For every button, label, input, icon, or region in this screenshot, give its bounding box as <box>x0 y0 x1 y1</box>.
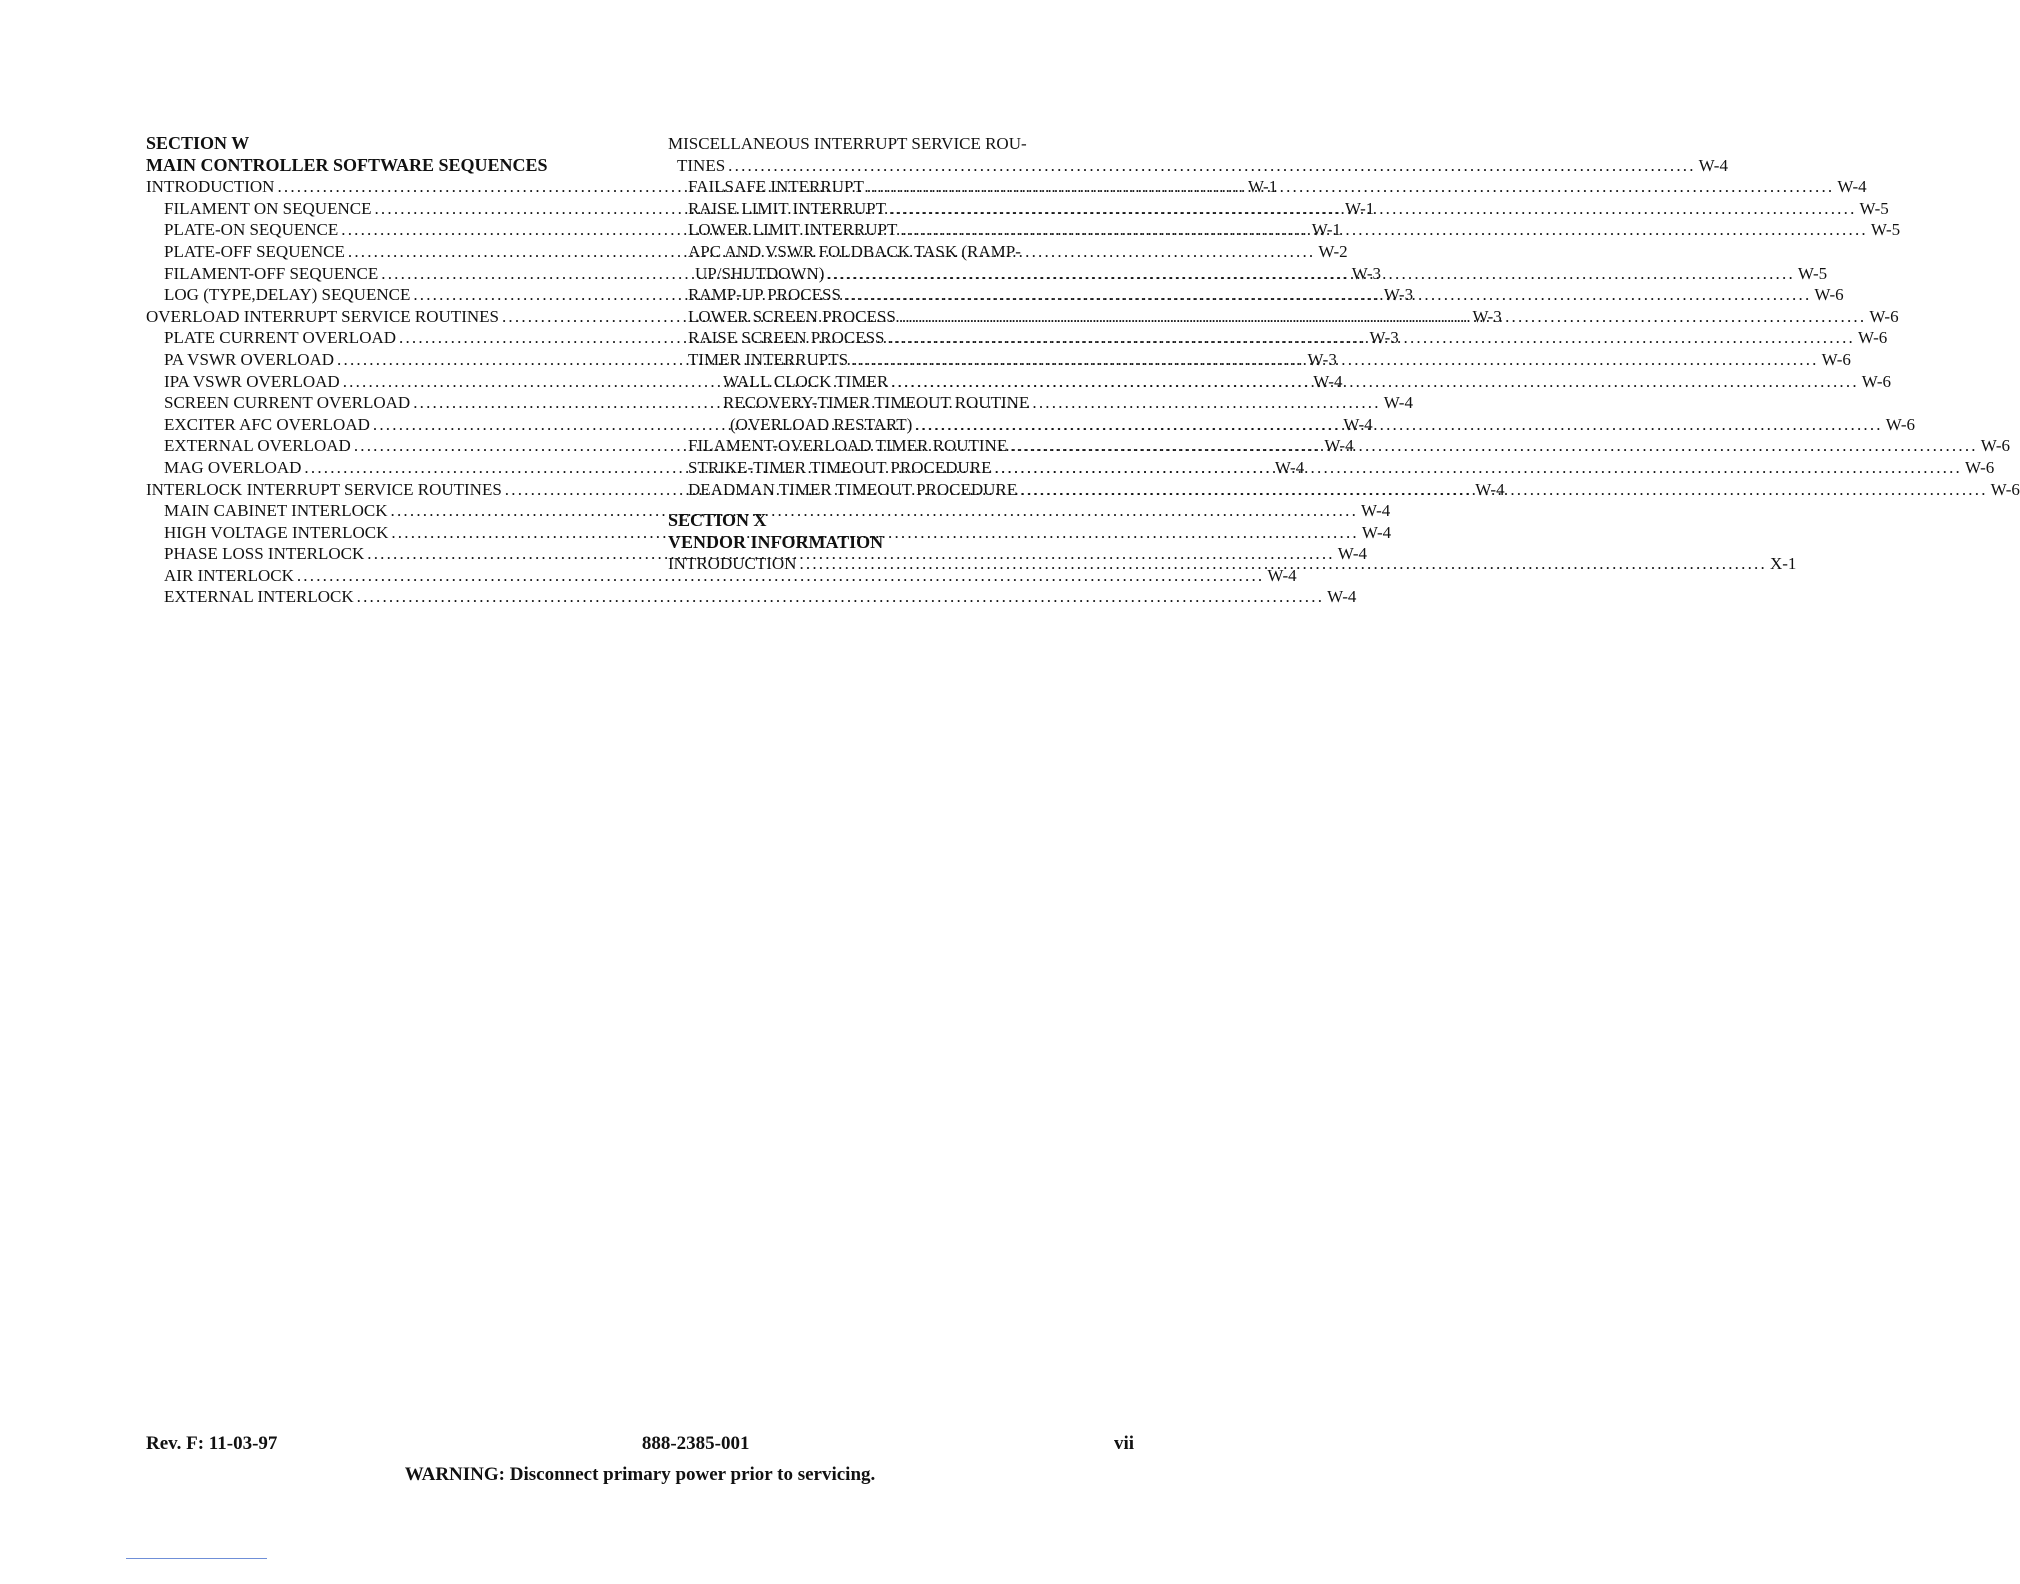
toc-entry[interactable]: PLATE-ON SEQUENCE ..... W-1 <box>146 219 622 241</box>
toc-entry[interactable]: LOWER LIMIT INTERRUPT ..... W-5 <box>668 219 1142 241</box>
toc-entry[interactable]: IPA VSWR OVERLOAD ..... W-4 <box>146 371 622 393</box>
toc-entry[interactable]: FILAMENT ON SEQUENCE ..... W-1 <box>146 198 622 220</box>
toc-entry[interactable]: TINES ..... W-4 <box>668 155 1142 177</box>
toc-entry[interactable]: EXTERNAL INTERLOCK ..... W-4 <box>146 586 622 608</box>
toc-entry[interactable]: PHASE LOSS INTERLOCK ..... W-4 <box>146 543 622 565</box>
toc-entry[interactable]: FAILSAFE INTERRUPT ..... W-4 <box>668 176 1142 198</box>
toc-entry[interactable]: RAISE SCREEN PROCESS ..... W-6 <box>668 327 1142 349</box>
toc-entry[interactable]: DEADMAN TIMER TIMEOUT PROCEDURE ..... W-6 <box>668 479 1142 501</box>
toc-entry[interactable]: PLATE-OFF SEQUENCE ..... W-2 <box>146 241 622 263</box>
toc-entry-continued[interactable]: RECOVERY-TIMER TIMEOUT ROUTINE <box>723 393 1030 413</box>
divider-line <box>126 1558 267 1559</box>
section-w-label: SECTION W <box>146 133 250 153</box>
toc-entry[interactable]: FILAMENT-OFF SEQUENCE ..... W-3 <box>146 263 622 285</box>
toc-entry[interactable]: SCREEN CURRENT OVERLOAD ..... W-4 <box>146 392 622 414</box>
toc-entry[interactable]: UP/SHUTDOWN) ..... W-5 <box>668 263 1142 285</box>
toc-entry[interactable]: INTRODUCTION ..... X-1 <box>668 553 1142 575</box>
toc-entry[interactable]: TIMER INTERRUPTS ..... W-6 <box>668 349 1142 371</box>
toc-entry-continued[interactable]: APC AND VSWR FOLDBACK TASK (RAMP- <box>688 241 1021 261</box>
toc-entry[interactable]: LOG (TYPE,DELAY) SEQUENCE ..... W-3 <box>146 284 622 306</box>
toc-entry[interactable]: (OVERLOAD RESTART) ..... W-6 <box>668 414 1142 436</box>
toc-entry[interactable]: HIGH VOLTAGE INTERLOCK ..... W-4 <box>146 522 622 544</box>
toc-entry[interactable]: MAIN CABINET INTERLOCK ..... W-4 <box>146 500 622 522</box>
section-x-title: VENDOR INFORMATION <box>668 531 884 552</box>
toc-entry[interactable]: EXTERNAL OVERLOAD ..... W-4 <box>146 435 622 457</box>
toc-entry-continued[interactable]: MISCELLANEOUS INTERRUPT SERVICE ROU- <box>668 134 1027 153</box>
toc-entry[interactable]: FILAMENT-OVERLOAD TIMER ROUTINE ..... W-6 <box>668 435 1142 457</box>
toc-entry[interactable]: RAMP-UP PROCESS ..... W-6 <box>668 284 1142 306</box>
toc-entry[interactable]: PLATE CURRENT OVERLOAD ..... W-3 <box>146 327 622 349</box>
toc-entry[interactable]: STRIKE-TIMER TIMEOUT PROCEDURE ..... W-6 <box>668 457 1142 479</box>
toc-entry[interactable]: OVERLOAD INTERRUPT SERVICE ROUTINES ..... W-3 <box>146 306 622 328</box>
toc-entry[interactable]: INTERLOCK INTERRUPT SERVICE ROUTINES ..... W-4 <box>146 479 622 501</box>
toc-entry[interactable]: EXCITER AFC OVERLOAD ..... W-4 <box>146 414 622 436</box>
section-w-title: MAIN CONTROLLER SOFTWARE SEQUENCES <box>146 154 548 175</box>
section-x-label: SECTION X <box>668 510 767 531</box>
toc-entry[interactable]: RAISE LIMIT INTERRUPT ..... W-5 <box>668 198 1142 220</box>
warning-text: WARNING: Disconnect primary power prior to servicing. <box>404 1464 876 1485</box>
page-number: vii <box>1113 1433 1134 1454</box>
toc-entry[interactable]: LOWER SCREEN PROCESS ..... W-6 <box>668 306 1142 328</box>
toc-entry[interactable]: WALL CLOCK TIMER ..... W-6 <box>668 371 1142 393</box>
page-footer <box>146 1431 1134 1488</box>
toc-entry[interactable]: PA VSWR OVERLOAD ..... W-3 <box>146 349 622 371</box>
toc-entry[interactable]: INTRODUCTION ..... W-1 <box>146 176 622 198</box>
document-number: 888-2385-001 <box>641 1433 750 1454</box>
revision-label: Rev. F: 11-03-97 <box>146 1433 278 1454</box>
toc-entry[interactable]: MAG OVERLOAD ..... W-4 <box>146 457 622 479</box>
toc-entry[interactable]: AIR INTERLOCK ..... W-4 <box>146 565 622 587</box>
